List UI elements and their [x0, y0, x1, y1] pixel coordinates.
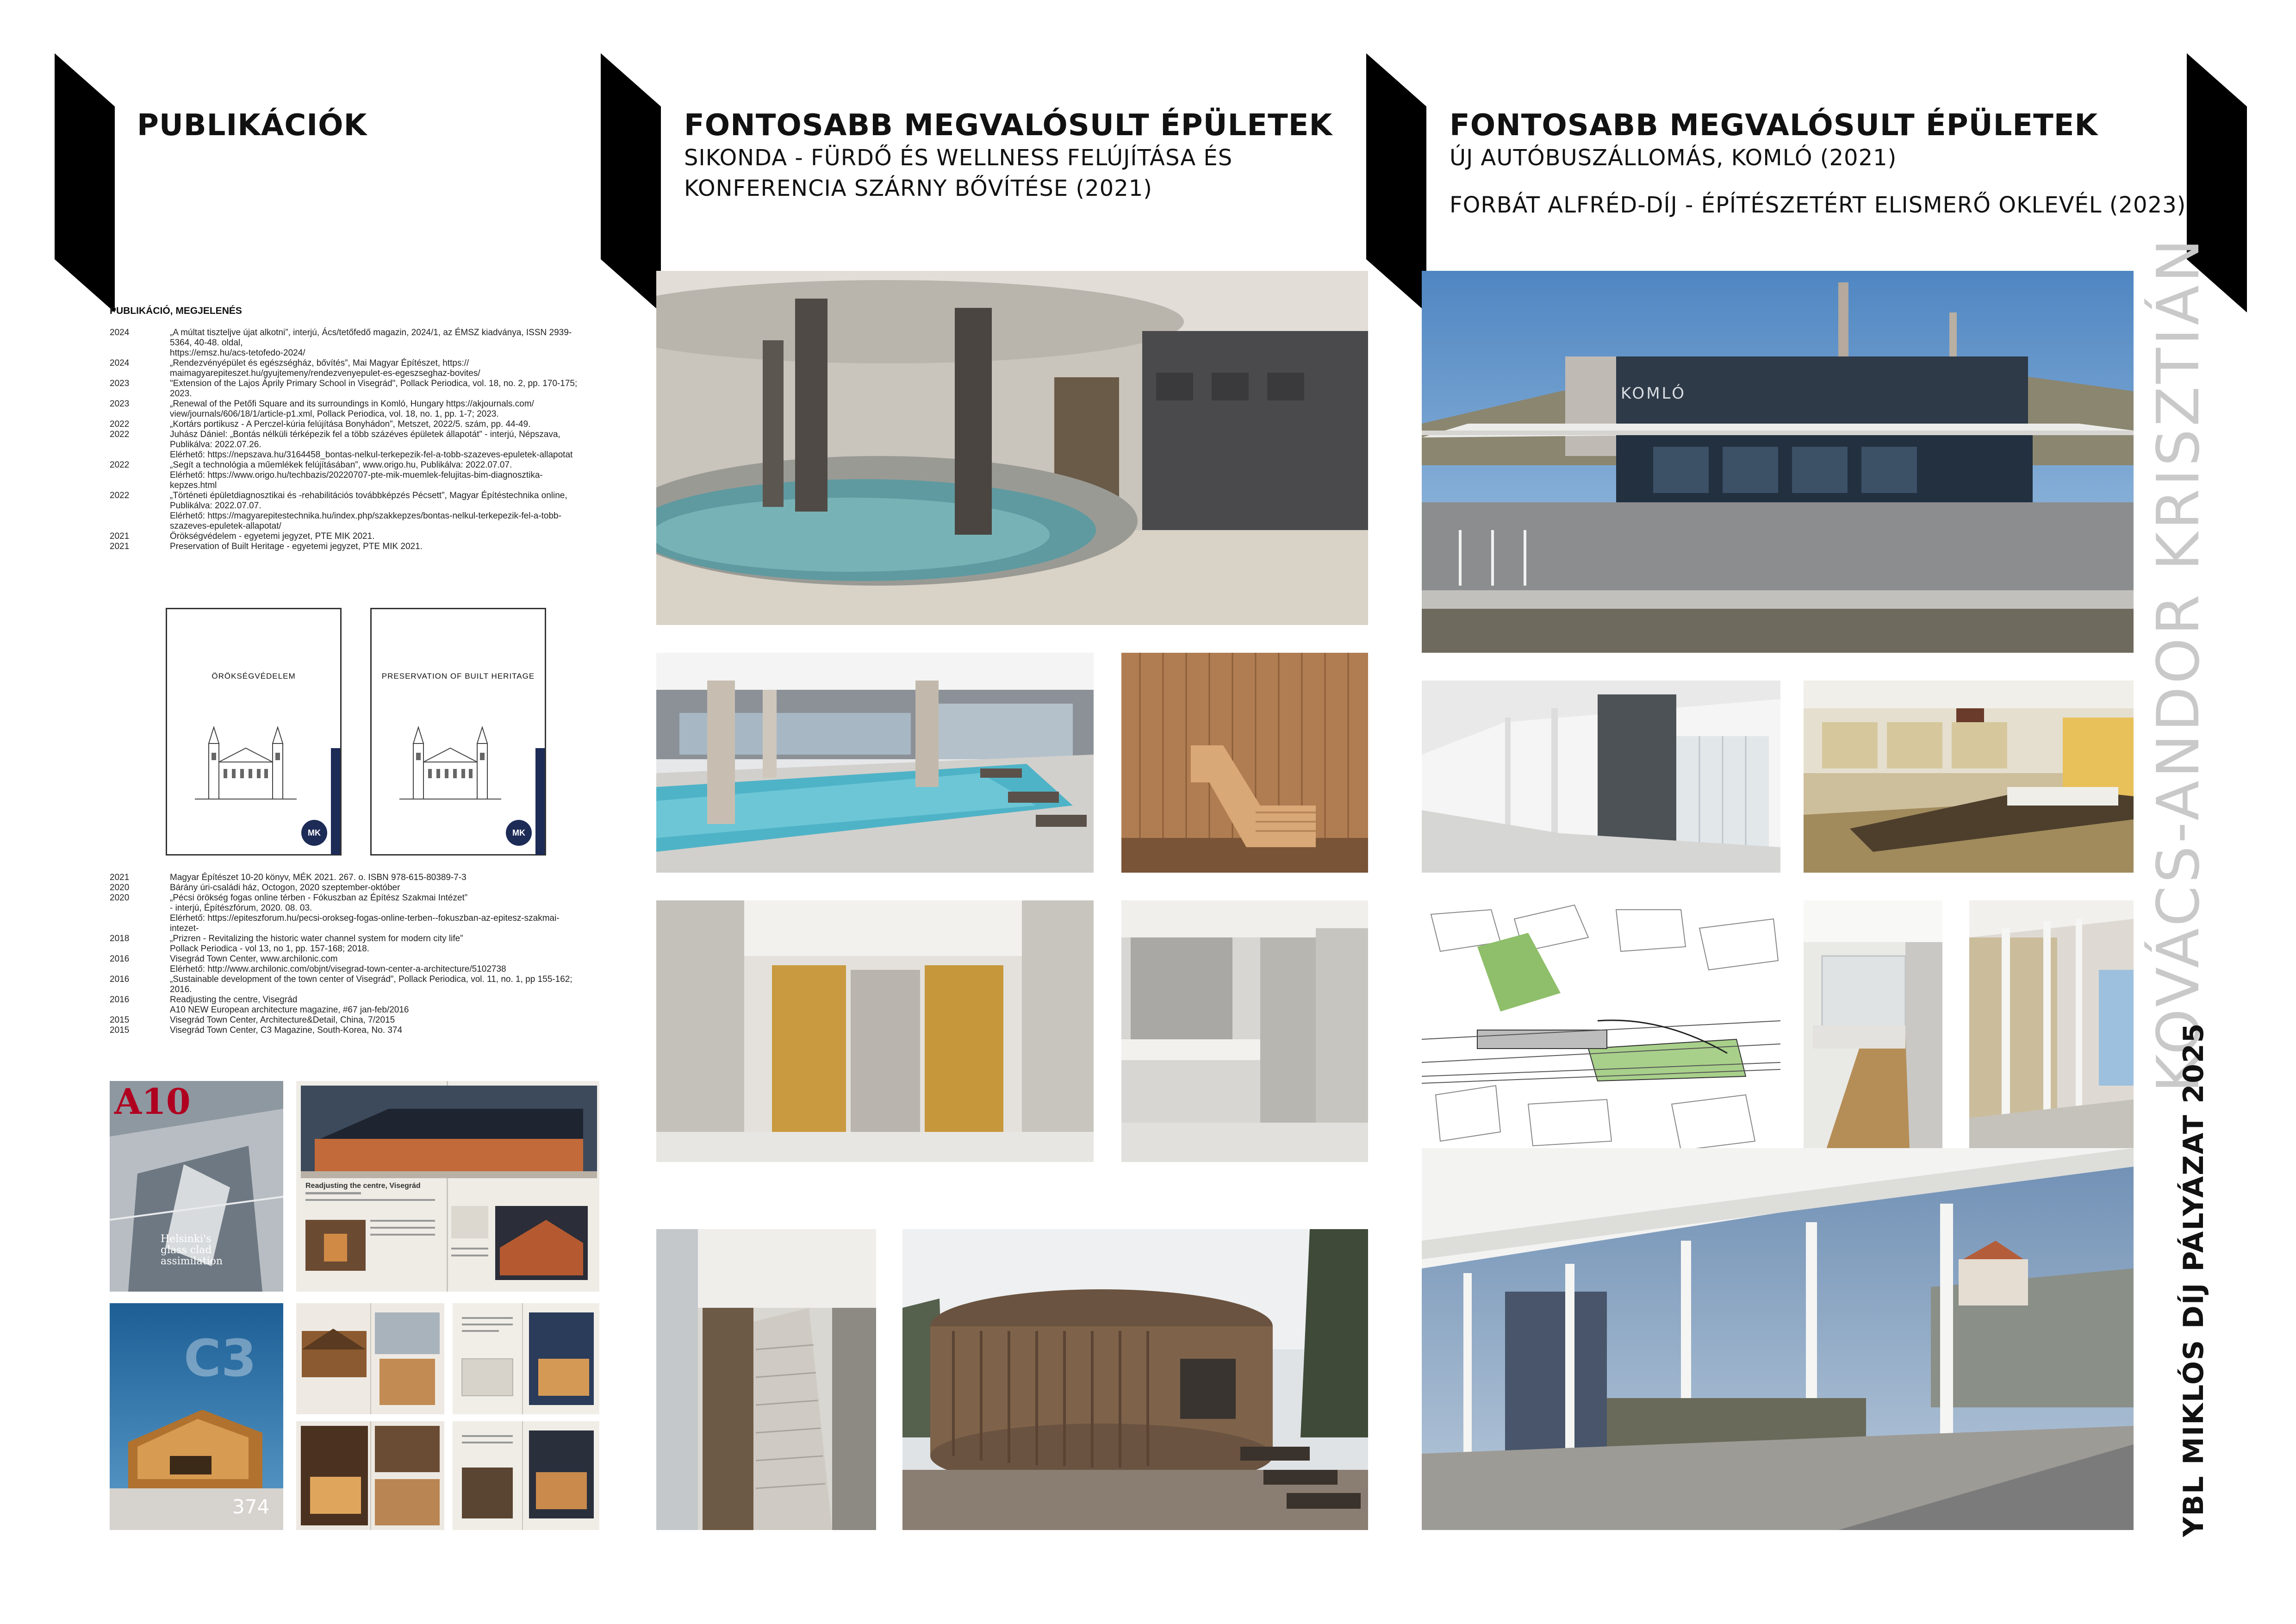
publication-list-2	[110, 873, 586, 1036]
list-item: 2016 Readjusting the centre, Visegrád A10 NEW European architecture magazine, #67 jan-feb/2016	[110, 995, 409, 1015]
sikonda-subtitle-line2: KONFERENCIA SZÁRNY BŐVÍTÉSE (2021)	[684, 175, 1153, 201]
photo-sikonda-washroom	[1121, 900, 1368, 1162]
list-item: 2020 „Pécsi örökség fogas online térben - Fókuszban az Építész Szakmai Intézet” - interjú, Építészfórum, 2020. 08. 03. Elérhető: https://epiteszforum.hu/pecsi-orokseg-fogas-online-terben--fokuszban-az-epitesz-szakmai-intezet-	[110, 893, 560, 933]
komlo-subtitle-line2: FORBÁT ALFRÉD-DÍJ - ÉPÍTÉSZETÉRT ELISMERŐ OKLEVÉL (2023)	[1450, 192, 2186, 218]
book-spine	[331, 748, 340, 855]
photo-komlo-bus-station-main	[1422, 271, 2134, 653]
photo-komlo-colonnade	[1969, 900, 2134, 1162]
book-title: ÖRÖKSÉGVÉDELEM	[212, 672, 296, 681]
list-item: 2016 Visegrád Town Center, www.archilonic.com Elérhető: http://www.archilonic.com/objnt/visegrad-town-center-a-architecture/5102738	[110, 954, 506, 974]
building-sign: KOMLÓ	[1621, 384, 1686, 403]
komlo-title: FONTOSABB MEGVALÓSULT ÉPÜLETEK	[1450, 108, 2098, 143]
map-komlo-site-plan	[1422, 900, 1780, 1162]
list-item: 2024 „A múltat tiszteljve újat alkotni”, interjú, Ács/tetőfedő magazin, 2024/1, az ÉMSZ kiadványa, ISSN 2939-5364, 40-48. oldal, https://emsz.hu/acs-tetofedo-2024/	[110, 328, 572, 358]
magazine-name: C3	[184, 1329, 257, 1388]
photo-komlo-waiting-room	[1804, 681, 2134, 873]
publication-list-1	[110, 328, 586, 552]
list-item: 2022 Juhász Dániel: „Bontás nélküli térképezik fel a több százéves épületek állapotát” - interjú, Népszava, Publikálva: 2022.07.26. Elérhető: https://nepszava.hu/3164458_bontas-nelkul-terkepezik-fel-a-tobb-szazeves-epuletek-allapotat	[110, 430, 573, 460]
list-item: 2018 „Prizren - Revitalizing the historic water channel system for modern city life” Pollack Periodica - vol 13, no 1, pp. 157-168; 2018.	[110, 934, 463, 954]
list-item: 2024 „Rendezvényépület és egészségház, bővítés”, Mai Magyar Építészet, https:// maimagyarepiteszet.hu/gyujtemeny/rendezvenyepulet-es-egeszseghaz-bovites/	[110, 358, 480, 378]
photo-sikonda-staircase	[656, 1229, 876, 1530]
magazine-spread-c3-1	[296, 1303, 444, 1414]
list-item: 2015 Visegrád Town Center, Architecture&Detail, China, 7/2015	[110, 1015, 395, 1025]
render-komlo-passage	[1422, 681, 1780, 873]
photo-sikonda-sauna	[1121, 653, 1368, 873]
list-item: 2021 Preservation of Built Heritage - egyetemi jegyzet, PTE MIK 2021.	[110, 542, 423, 551]
magazine-a10-cover	[110, 1081, 283, 1292]
publications-title: PUBLIKÁCIÓK	[137, 108, 367, 143]
photo-komlo-corridor	[1804, 900, 1942, 1162]
list-item: 2022 „Segít a technológia a műemlékek felújításában”, www.origo.hu, Publikálva: 2022.07.07. Elérhető: https://www.origo.hu/techbazis/20220707-pte-mik-muemlek-felujitas-bim-diagnosztika-kepzes.html	[110, 460, 543, 490]
magazine-issue-number: 374	[232, 1495, 270, 1518]
section-banner-sikonda	[601, 53, 661, 312]
faculty-logo: MK	[301, 820, 327, 846]
magazine-c3-cover	[110, 1303, 283, 1530]
photo-komlo-canopy	[1422, 1148, 2134, 1530]
magazine-spread-c3-4	[453, 1421, 599, 1530]
faculty-logo: MK	[506, 820, 532, 846]
list-item: 2022 „Kortárs portikusz - A Perczel-kúria felújítása Bonyhádon”, Metszet, 2022/5. szám, pp. 44-49.	[110, 419, 531, 429]
book-cover-preservation	[370, 608, 546, 856]
list-item: 2016 „Sustainable development of the town center of Visegrád”, Pollack Periodica, vol. 11, no. 1, pp 155-162; 2016.	[110, 974, 572, 994]
magazine-spread-visegrad	[296, 1081, 599, 1292]
sikonda-subtitle-line1: SIKONDA - FÜRDŐ ÉS WELLNESS FELÚJÍTÁSA ÉS	[684, 145, 1233, 171]
list-item: 2023 "Extension of the Lajos Áprily Primary School in Visegrád", Pollack Periodica, vol. 18, no. 2, pp. 170-175; 2023.	[110, 379, 578, 399]
list-item: 2022 „Történeti épületdiagnosztikai és -rehabilitációs továbbképzés Pécsett”, Magyar Építéstechnika online, Publikálva: 2022.07.07. Elérhető: https://magyarepitestechnika.hu/index.php/szakkepzes/bontas-nelkul-terkepezik-fel-a-tobb-szazeves-epuletek-allapotat/	[110, 491, 567, 531]
church-drawing-icon	[195, 725, 297, 804]
magazine-spread-c3-2	[453, 1303, 599, 1414]
magazine-cover-text: Helsinki's glass clad assimilation	[161, 1233, 223, 1267]
publications-subheading: PUBLIKÁCIÓ, MEGJELENÉS	[110, 306, 242, 316]
magazine-spread-title: Readjusting the centre, Visegrád	[305, 1182, 421, 1190]
list-item: 2015 Visegrád Town Center, C3 Magazine, South-Korea, No. 374	[110, 1025, 403, 1035]
magazine-name: A10	[114, 1081, 191, 1122]
magazine-spread-c3-3	[296, 1421, 444, 1530]
book-title: PRESERVATION OF BUILT HERITAGE	[381, 672, 535, 681]
author-name: KOVÁCS-ANDOR KRISZTIÁN	[2144, 236, 2212, 1093]
komlo-subtitle-line1: ÚJ AUTÓBUSZÁLLOMÁS, KOMLÓ (2021)	[1450, 145, 1897, 171]
list-item: 2021 Örökségvédelem - egyetemi jegyzet, PTE MIK 2021.	[110, 531, 375, 541]
competition-title: YBL MIKLÓS DÍJ PÁLYÁZAT 2025	[2178, 1022, 2210, 1537]
church-drawing-icon	[399, 725, 501, 804]
list-item: 2020 Bárány úri-családi ház, Octogon, 2020 szeptember-október	[110, 883, 400, 893]
section-banner-komlo	[1366, 53, 1426, 312]
photo-sikonda-pool-main	[656, 271, 1368, 625]
photo-sikonda-changing-room	[656, 900, 1094, 1162]
list-item: 2021 Magyar Építészet 10-20 könyv, MÉK 2021. 267. o. ISBN 978-615-80389-7-3	[110, 873, 467, 882]
sikonda-title: FONTOSABB MEGVALÓSULT ÉPÜLETEK	[684, 108, 1333, 143]
photo-sikonda-pavilion	[902, 1229, 1368, 1530]
book-cover-oroksegvedelem	[166, 608, 342, 856]
photo-sikonda-pool-hall	[656, 653, 1094, 873]
list-item: 2023 „Renewal of the Petőfi Square and its surroundings in Komló, Hungary https://akjournals.com/ view/journals/606/18/1/article-p1.xml, Pollack Periodica, vol. 18, no. 1, pp. 1-7; 2023.	[110, 399, 534, 419]
book-spine	[535, 748, 545, 855]
section-banner-publications	[55, 53, 115, 312]
